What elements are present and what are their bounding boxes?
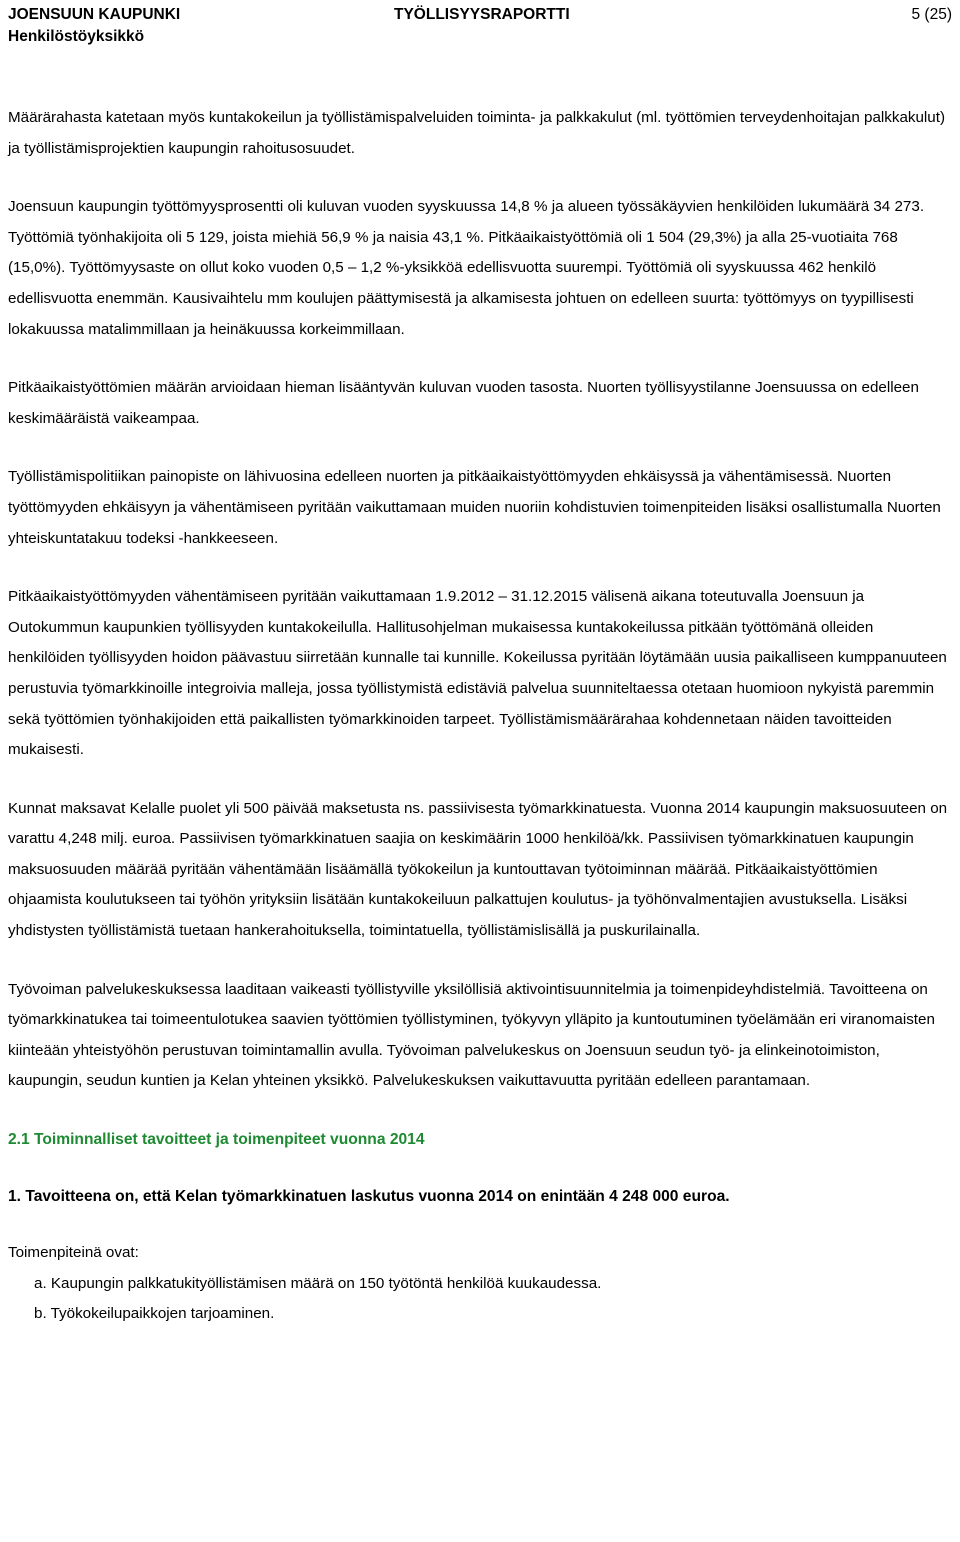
header-line-1 (8, 4, 952, 26)
report-title: TYÖLLISYYSRAPORTTI (394, 6, 570, 23)
list-item: b. Työkokeilupaikkojen tarjoaminen. (34, 1305, 275, 1323)
paragraph-employment-policy: Työllistämispolitiikan painopiste on lähivuosina edelleen nuorten ja pitkäaikaistyöttömyyden ehkäisyssä ja vähentämisessä. Nuorten työttömyyden ehkäisyyn ja vähentämiseen pyritään vaikuttamaan muiden nuoriin kohdistuvien toimenpiteiden lisäksi osallistumalla Nuorten yhteiskuntatakuu todeksi -hankkeeseen. (8, 468, 941, 547)
header-line-2 (8, 26, 952, 48)
page-number: 5 (25) (911, 6, 952, 23)
section-heading: 2.1 Toiminnalliset tavoitteet ja toimenpiteet vuonna 2014 (8, 1131, 425, 1149)
document-body (8, 103, 954, 1330)
paragraph-unemployment-rate: Joensuun kaupungin työttömyysprosentti oli kuluvan vuoden syyskuussa 14,8 % ja alueen työssäkäyvien henkilöiden lukumäärä 34 273. Työttömiä työnhakijoita oli 5 129, joista miehiä 56,9 % ja naisia 43,1 %. Pitkäaikaistyöttömiä oli 1 504 (29,3%) ja alla 25-vuotiaita 768 (15,0%). Työttömyysaste on ollut koko vuoden 0,5 – 1,2 %-yksikköä edellisvuotta suurempi. Työttömiä oli syyskuussa 462 henkilö edellisvuotta enemmän. Kausivaihtelu mm koulujen päättymisestä ja alkamisesta johtuen on edelleen suurta: työttömyys on tyypillisesti lokakuussa matalimmillaan ja heinäkuussa korkeimmillaan. (8, 198, 925, 338)
measures-title: Toimenpiteinä ovat: (8, 1244, 139, 1262)
paragraph-long-term-outlook: Pitkäaikaistyöttömien määrän arvioidaan hieman lisääntyvän kuluvan vuoden tasosta. Nuorten työllisyystilanne Joensuussa on edelleen keskimääräistä vaikeampaa. (8, 379, 919, 427)
paragraph-municipal-trial: Pitkäaikaistyöttömyyden vähentämiseen pyritään vaikuttamaan 1.9.2012 – 31.12.2015 välisenä aikana toteutuvalla Joensuun ja Outokummun kaupunkien työllisyyden kuntakokeilulla. Hallitusohjelman mukaisessa kuntakokeilussa pitkään työttömänä olleiden henkilöiden työllisyyden hoidon päävastuu siirretään kunnalle tai kunnille. Kokeilussa pyritään löytämään uusia paikalliseen kumppanuuteen perustuvia työmarkkinoille integroivia malleja, jossa työllistymistä edistäviä palvelua suunniteltaessa otetaan huomioon nykyistä paremmin sekä työttömien työnhakijoiden että paikallisten työmarkkinoiden tarpeet. Työllistämismäärärahaa kohdennetaan näiden tavoitteiden mukaisesti. (8, 588, 947, 759)
measures-list (8, 1269, 954, 1330)
department-name: Henkilöstöyksikkö (8, 28, 145, 45)
paragraph-funding: Määrärahasta katetaan myös kuntakokeilun ja työllistämispalveluiden toiminta- ja palkkakulut (ml. työttömien terveydenhoitajan palkkakulut) ja työllistämisprojektien kaupungin rahoitusosuudet. (8, 109, 946, 157)
paragraph-kela-payments: Kunnat maksavat Kelalle puolet yli 500 päivää maksetusta ns. passiivisesta työmarkkinatuesta. Vuonna 2014 kaupungin maksuosuuteen on varattu 4,248 milj. euroa. Passiivisen työmarkkinatuen saajia on keskimäärin 1000 henkilöä/kk. Passiivisen työmarkkinatuen kaupungin maksuosuuden määrää pyritään vähentämään lisäämällä työkokeilun ja kuntouttavan työtoiminnan määrää. Pitkäaikaistyöttömien ohjaamista koulutukseen tai työhön yrityksiin lisätään kuntakokeiluun palkattujen koulutus- ja työhönvalmentajien avustuksella. Lisäksi yhdistysten työllistämistä tuetaan hankerahoituksella, toimintatuella, työllistämislisällä ja puskurilainalla. (8, 799, 948, 940)
paragraph-service-centre: Työvoiman palvelukeskuksessa laaditaan vaikeasti työllistyville yksilöllisiä aktivointisuunnitelmia ja toimenpideyhdistelmiä. Tavoitteena on työmarkkinatukea tai toimeentulotukea saavien työttömien työllistyminen, työkyvyn ylläpito ja kuntoutuminen työelämään eri viranomaisten kiinteään yhteistyöhön perustuvan toimintamallin avulla. Työvoiman palvelukeskus on Joensuun seudun työ- ja elinkeinotoimiston, kaupungin, seudun kuntien ja Kelan yhteinen yksikkö. Palvelukeskuksen vaikuttavuutta pyritään edelleen parantamaan. (8, 980, 935, 1090)
list-item: a. Kaupungin palkkatukityöllistämisen määrä on 150 työtöntä henkilöä kuukaudessa. (34, 1274, 602, 1292)
organization-name: JOENSUUN KAUPUNKI (8, 6, 181, 23)
goal-heading: 1. Tavoitteena on, että Kelan työmarkkinatuen laskutus vuonna 2014 on enintään 4 248 000 euroa. (8, 1187, 730, 1205)
page-header (8, 4, 952, 48)
